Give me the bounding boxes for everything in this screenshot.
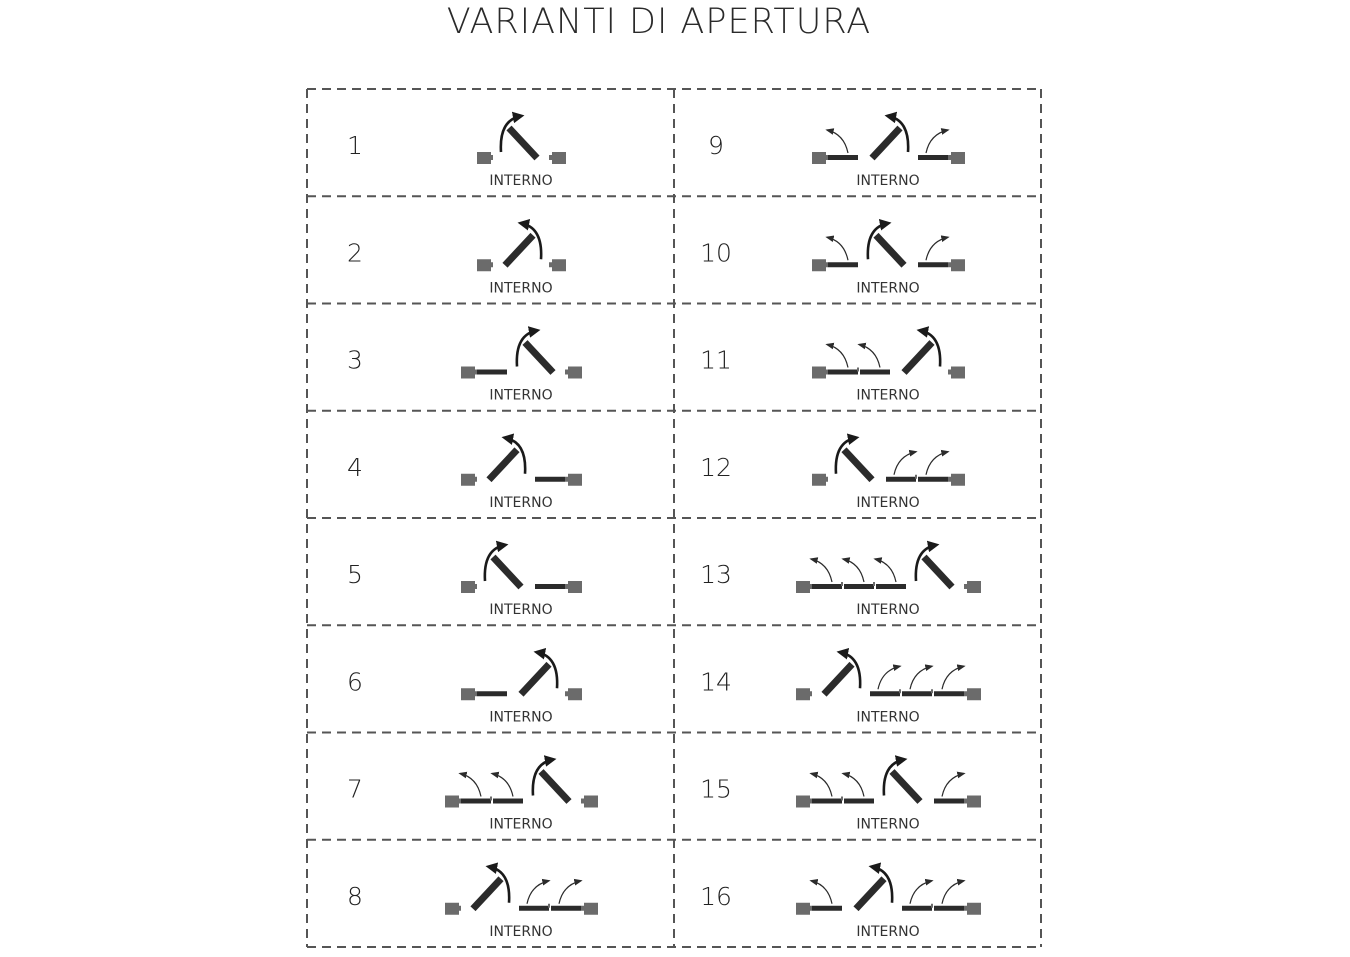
frame-post-right: [552, 259, 566, 271]
door-leaf: [876, 235, 904, 265]
fixed-panel: [918, 155, 948, 160]
variant-number: 14: [700, 667, 732, 697]
fixed-panel: [477, 691, 507, 696]
variant-cell: [700, 438, 965, 511]
frame-post-right: [568, 688, 582, 700]
fold-arrow: [910, 666, 932, 689]
fold-arrow: [894, 452, 916, 475]
frame-post-left: [477, 152, 491, 164]
variant-cell: [347, 652, 582, 725]
variant-number: 2: [347, 238, 363, 268]
fold-arrow: [878, 666, 900, 689]
interior-label: INTERNO: [489, 816, 553, 833]
frame-hinge: [809, 584, 812, 589]
frame-post-left: [461, 581, 475, 593]
frame-hinge: [825, 155, 828, 160]
fold-arrow: [926, 130, 948, 153]
panel-joint: [841, 582, 843, 586]
frame-hinge: [565, 370, 568, 375]
variant-cell: [347, 760, 598, 833]
door-leaf: [521, 664, 549, 694]
opening-diagram: [812, 223, 965, 271]
door-leaf: [856, 879, 884, 909]
interior-label: INTERNO: [856, 816, 920, 833]
frame-hinge: [565, 584, 568, 589]
door-leaf: [493, 557, 521, 587]
fixed-panel: [535, 477, 565, 482]
frame-post-right: [967, 688, 981, 700]
interior-label: INTERNO: [489, 173, 553, 189]
fold-arrow: [827, 130, 848, 153]
interior-label: INTERNO: [489, 387, 553, 404]
fixed-panel: [844, 799, 874, 804]
door-leaf: [473, 879, 501, 909]
panel-joint: [915, 475, 917, 479]
opening-diagram: [796, 760, 981, 808]
frame-hinge: [964, 906, 967, 911]
door-leaf: [824, 664, 852, 694]
door-leaf: [505, 235, 533, 265]
variant-cell: [708, 116, 965, 189]
opening-diagram: [461, 545, 582, 593]
variant-number: 15: [700, 774, 732, 804]
variant-number: 7: [347, 774, 363, 804]
opening-diagram: [461, 331, 582, 379]
frame-post-left: [812, 367, 826, 379]
fixed-panel: [551, 906, 581, 911]
variant-number: 13: [700, 560, 732, 589]
fold-arrow: [811, 559, 832, 582]
frame-hinge: [825, 477, 828, 482]
opening-diagram: [477, 223, 566, 271]
frame-hinge: [825, 370, 828, 375]
interior-label: INTERNO: [856, 494, 920, 511]
frame-hinge: [948, 262, 951, 267]
frame-hinge: [474, 370, 477, 375]
fixed-panel: [828, 370, 858, 375]
fixed-panel: [870, 691, 900, 696]
variant-cell: [347, 223, 566, 296]
frame-hinge: [549, 262, 552, 267]
frame-post-right: [568, 367, 582, 379]
variant-number: 10: [700, 238, 732, 268]
frame-hinge: [581, 906, 584, 911]
frame-post-right: [967, 796, 981, 808]
frame-hinge: [809, 691, 812, 696]
door-leaf: [892, 772, 920, 802]
door-leaf: [525, 343, 553, 373]
fold-arrow: [942, 774, 964, 797]
frame-hinge: [809, 906, 812, 911]
door-leaf: [904, 343, 932, 373]
frame-post-right: [584, 903, 598, 915]
frame-hinge: [565, 691, 568, 696]
fixed-panel: [812, 584, 842, 589]
frame-hinge: [565, 477, 568, 482]
opening-diagram: [445, 867, 598, 915]
frame-post-left: [812, 152, 826, 164]
variant-cell: [347, 438, 582, 511]
fold-arrow: [942, 881, 964, 904]
fold-arrow: [843, 559, 864, 582]
panel-joint: [931, 689, 933, 693]
fold-arrow: [926, 237, 948, 260]
opening-diagram: [477, 116, 566, 164]
interior-label: INTERNO: [489, 923, 553, 940]
frame-post-right: [951, 152, 965, 164]
frame-post-left: [461, 367, 475, 379]
frame-post-left: [796, 581, 810, 593]
interior-label: INTERNO: [856, 280, 920, 297]
fixed-panel: [812, 799, 842, 804]
panel-joint: [490, 797, 492, 801]
variant-cell: [347, 545, 582, 618]
fold-arrow: [811, 774, 832, 797]
door-leaf: [489, 450, 517, 480]
fold-arrow: [843, 774, 864, 797]
frame-post-left: [461, 688, 475, 700]
frame-post-left: [445, 903, 459, 915]
frame-hinge: [948, 155, 951, 160]
fixed-panel: [934, 691, 964, 696]
frame-post-right: [951, 367, 965, 379]
interior-label: INTERNO: [489, 280, 553, 297]
frame-post-left: [812, 259, 826, 271]
frame-hinge: [964, 584, 967, 589]
opening-diagram: [796, 652, 981, 700]
fixed-panel: [902, 906, 932, 911]
frame-hinge: [490, 262, 493, 267]
frame-hinge: [581, 799, 584, 804]
door-leaf: [924, 557, 952, 587]
variant-number: 8: [347, 881, 363, 911]
frame-post-right: [568, 581, 582, 593]
door-leaf: [844, 450, 872, 480]
fold-arrow: [859, 345, 880, 368]
fixed-panel: [535, 584, 565, 589]
frame-hinge: [490, 155, 493, 160]
fixed-panel: [934, 799, 964, 804]
variant-number: 11: [700, 345, 732, 375]
frame-post-right: [584, 796, 598, 808]
fixed-panel: [493, 799, 523, 804]
door-leaf: [872, 128, 900, 158]
variant-cell: [347, 867, 598, 940]
variant-cell: [700, 545, 981, 618]
fixed-panel: [860, 370, 890, 375]
grid-frame: [307, 89, 1041, 947]
variant-number: 6: [347, 667, 363, 697]
frame-post-left: [445, 796, 459, 808]
variant-cell: [347, 331, 582, 404]
opening-diagram: [812, 331, 965, 379]
panel-joint: [548, 904, 550, 908]
fixed-panel: [828, 262, 858, 267]
frame-hinge: [458, 906, 461, 911]
opening-diagram: [796, 545, 981, 593]
variant-number: 12: [700, 452, 732, 482]
frame-post-left: [796, 688, 810, 700]
opening-diagram: [445, 760, 598, 808]
frame-post-left: [796, 903, 810, 915]
variant-number: 16: [700, 881, 732, 911]
fold-arrow: [492, 774, 513, 797]
opening-diagram: [812, 116, 965, 164]
frame-hinge: [948, 477, 951, 482]
fold-arrow: [875, 559, 896, 582]
interior-label: INTERNO: [856, 709, 920, 726]
variant-cell: [700, 867, 981, 940]
frame-hinge: [809, 799, 812, 804]
frame-post-right: [951, 259, 965, 271]
fixed-panel: [918, 477, 948, 482]
fold-arrow: [527, 881, 549, 904]
interior-label: INTERNO: [856, 173, 920, 189]
frame-post-right: [967, 581, 981, 593]
interior-label: INTERNO: [489, 709, 553, 726]
fold-arrow: [910, 881, 932, 904]
opening-diagram: [812, 438, 965, 486]
fixed-panel: [886, 477, 916, 482]
frame-hinge: [474, 477, 477, 482]
variant-cell: [700, 331, 965, 404]
variant-number: 9: [708, 131, 724, 160]
panel-joint: [841, 797, 843, 801]
variant-cell: [700, 760, 981, 833]
opening-diagram: [461, 438, 582, 486]
fixed-panel: [902, 691, 932, 696]
frame-hinge: [474, 584, 477, 589]
fold-arrow: [827, 237, 848, 260]
frame-post-left: [461, 474, 475, 486]
fold-arrow: [942, 666, 964, 689]
fixed-panel: [461, 799, 491, 804]
frame-hinge: [474, 691, 477, 696]
door-leaf: [541, 772, 569, 802]
fold-arrow: [811, 881, 832, 904]
opening-diagram: [796, 867, 981, 915]
variant-number: 5: [347, 560, 363, 589]
panel-joint: [873, 582, 875, 586]
fixed-panel: [828, 155, 858, 160]
variant-cell: [347, 116, 566, 189]
variant-cell: [700, 223, 965, 296]
interior-label: INTERNO: [489, 602, 553, 618]
panel-joint: [899, 689, 901, 693]
frame-post-left: [477, 259, 491, 271]
interior-label: INTERNO: [856, 602, 920, 618]
frame-post-right: [552, 152, 566, 164]
variant-number: 3: [347, 345, 363, 375]
frame-post-right: [951, 474, 965, 486]
door-leaf: [509, 128, 537, 158]
page-title: VARIANTI DI APERTURA: [446, 2, 872, 42]
fixed-panel: [844, 584, 874, 589]
interior-label: INTERNO: [856, 923, 920, 940]
interior-label: INTERNO: [489, 494, 553, 511]
fold-arrow: [460, 774, 481, 797]
fixed-panel: [876, 584, 906, 589]
frame-hinge: [964, 691, 967, 696]
frame-hinge: [549, 155, 552, 160]
frame-post-right: [568, 474, 582, 486]
fixed-panel: [934, 906, 964, 911]
frame-hinge: [964, 799, 967, 804]
panel-joint: [931, 904, 933, 908]
fixed-panel: [477, 370, 507, 375]
fixed-panel: [918, 262, 948, 267]
variant-cell: [700, 652, 981, 725]
fixed-panel: [812, 906, 842, 911]
fixed-panel: [519, 906, 549, 911]
panel-joint: [857, 368, 859, 372]
fold-arrow: [827, 345, 848, 368]
frame-post-left: [796, 796, 810, 808]
variant-cells: [347, 116, 981, 940]
frame-hinge: [458, 799, 461, 804]
opening-diagram: [461, 652, 582, 700]
frame-hinge: [948, 370, 951, 375]
frame-post-left: [812, 474, 826, 486]
variant-number: 4: [347, 452, 363, 482]
frame-post-right: [967, 903, 981, 915]
fold-arrow: [559, 881, 581, 904]
frame-hinge: [825, 262, 828, 267]
interior-label: INTERNO: [856, 387, 920, 404]
fold-arrow: [926, 452, 948, 475]
variant-number: 1: [347, 131, 363, 160]
